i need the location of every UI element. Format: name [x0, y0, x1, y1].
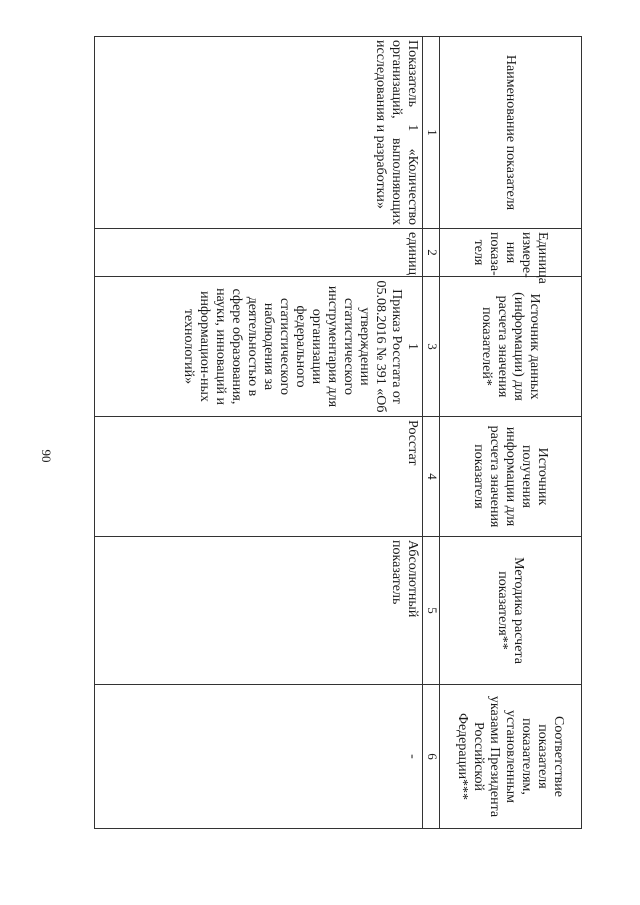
header-row	[440, 37, 582, 829]
data-source-text: Приказ Росстата от 05.08.2016 № 391 «Об утверждении статистического инструментария для организации федерального статистического наблюдения за деятельностью в сфере образования, науки, инноваций и информацион-ных технологий»	[181, 280, 404, 413]
header-name: Наименование показателя	[440, 37, 582, 229]
column-number: 4	[423, 417, 440, 537]
page-number: 90	[39, 449, 54, 463]
header-info-source: Источник получения информации для расчета значения показателя	[440, 417, 582, 537]
indicator-table-container	[94, 36, 582, 828]
column-number: 1	[423, 37, 440, 229]
header-method: Методика расчета показателя**	[440, 537, 582, 685]
column-number: 6	[423, 685, 440, 829]
info-source-cell: Росстат	[95, 417, 423, 537]
compliance-cell: -	[95, 685, 423, 829]
column-number-row	[423, 37, 440, 829]
column-number: 2	[423, 229, 440, 277]
column-number: 3	[423, 277, 440, 417]
data-source-number: 1	[405, 343, 420, 350]
unit-cell: единиц	[95, 229, 423, 277]
header-unit: Единица измере-ния показа-теля	[440, 229, 582, 277]
method-cell: Абсолютный показатель	[95, 537, 423, 685]
indicator-table	[94, 36, 582, 829]
header-data-source: Источник данных (информации) для расчета значения показателей*	[440, 277, 582, 417]
header-compliance: Соответствие показателя показателям, установленным указами Президента Российской Федерации***	[440, 685, 582, 829]
data-source-cell	[95, 277, 423, 417]
column-number: 5	[423, 537, 440, 685]
table-row	[95, 37, 423, 829]
indicator-name-cell: Показатель 1 «Количество организаций, выполняющих исследования и разработки»	[95, 37, 423, 229]
